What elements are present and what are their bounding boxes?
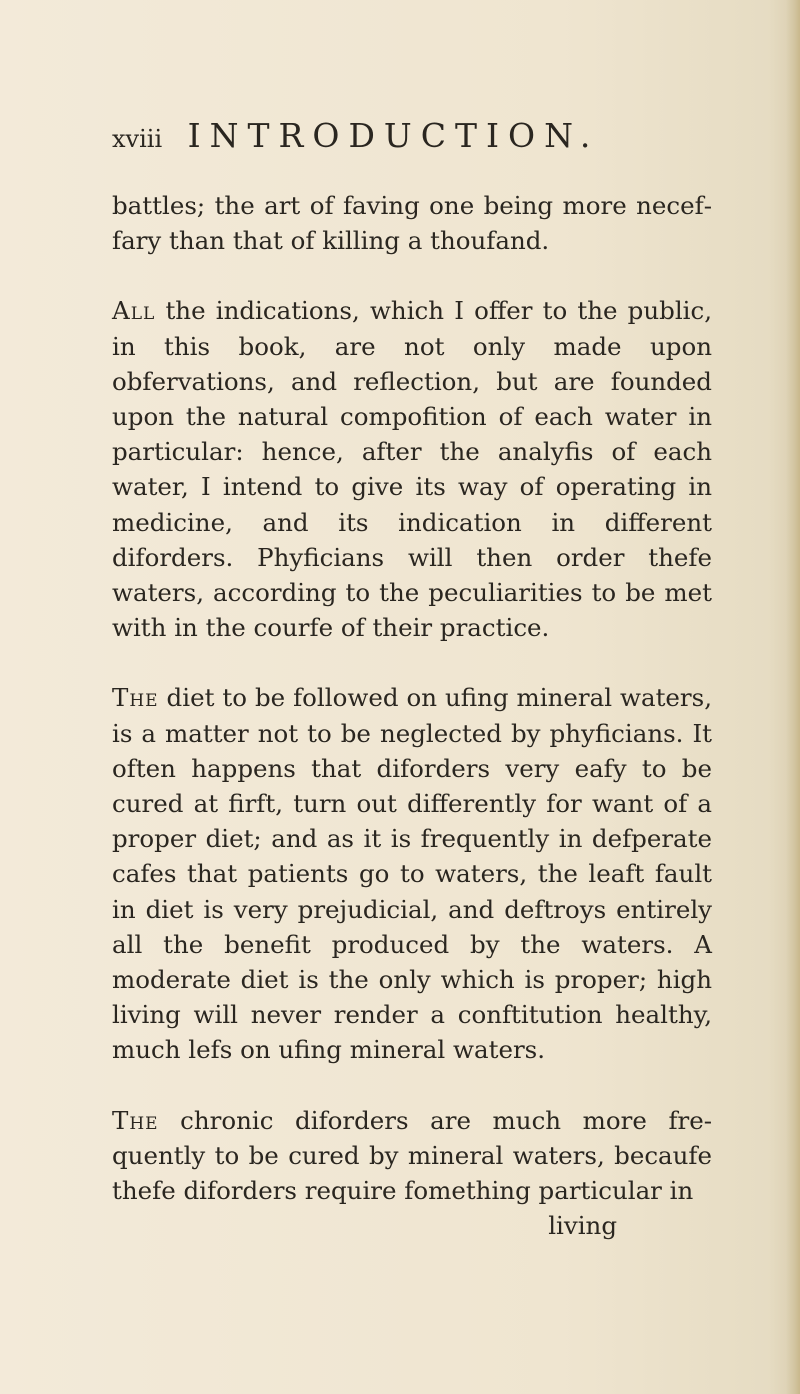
catchword: living	[548, 1211, 617, 1241]
paragraph-4-text: chronic diforders are much more frequently to be cured by mineral waters, becaufe thefe diforders require fomething particular in	[112, 1105, 712, 1206]
running-title: INTRODUCTION.	[187, 116, 600, 155]
page-header	[112, 116, 732, 155]
paragraph-3-text: diet to be followed on ufing mineral waters, is a matter not to be neglected by phyficians. It often happens that diforders very eafy to be cured at firft, turn out differently for want of a proper diet; and as it is frequently in defperate cafes that patients go to waters, the leaft fault in diet is very prejudicial, and deftroys entirely all the benefit produced by the waters. A moderate diet is the only which is proper; high living will never render a conftitution healthy, much lefs on ufing mineral waters.	[112, 683, 712, 1065]
paragraph-4-lead: The	[112, 1105, 159, 1135]
body-text	[112, 188, 712, 1243]
paragraph-3	[112, 680, 712, 1067]
page-number: xviii	[112, 125, 163, 153]
paragraph-3-lead: The	[112, 683, 159, 713]
paragraph-4	[112, 1103, 712, 1209]
page-edge	[786, 0, 800, 1394]
paragraph-1: battles; the art of faving one being more neceffary than that of killing a thoufand.	[112, 191, 712, 256]
paragraph-2-text: the indications, which I offer to the public, in this book, are not only made upon obfervations, and reflection, but are founded upon the natural compofition of each water in particular: hence, after the analyfis of each water, I intend to give its way of operating in medicine, and its indication in different diforders. Phyficians will then order thefe waters, according to the peculiarities to be met with in the courfe of their practice.	[112, 296, 712, 643]
paragraph-2-lead: All	[112, 296, 156, 326]
paragraph-2	[112, 293, 712, 645]
